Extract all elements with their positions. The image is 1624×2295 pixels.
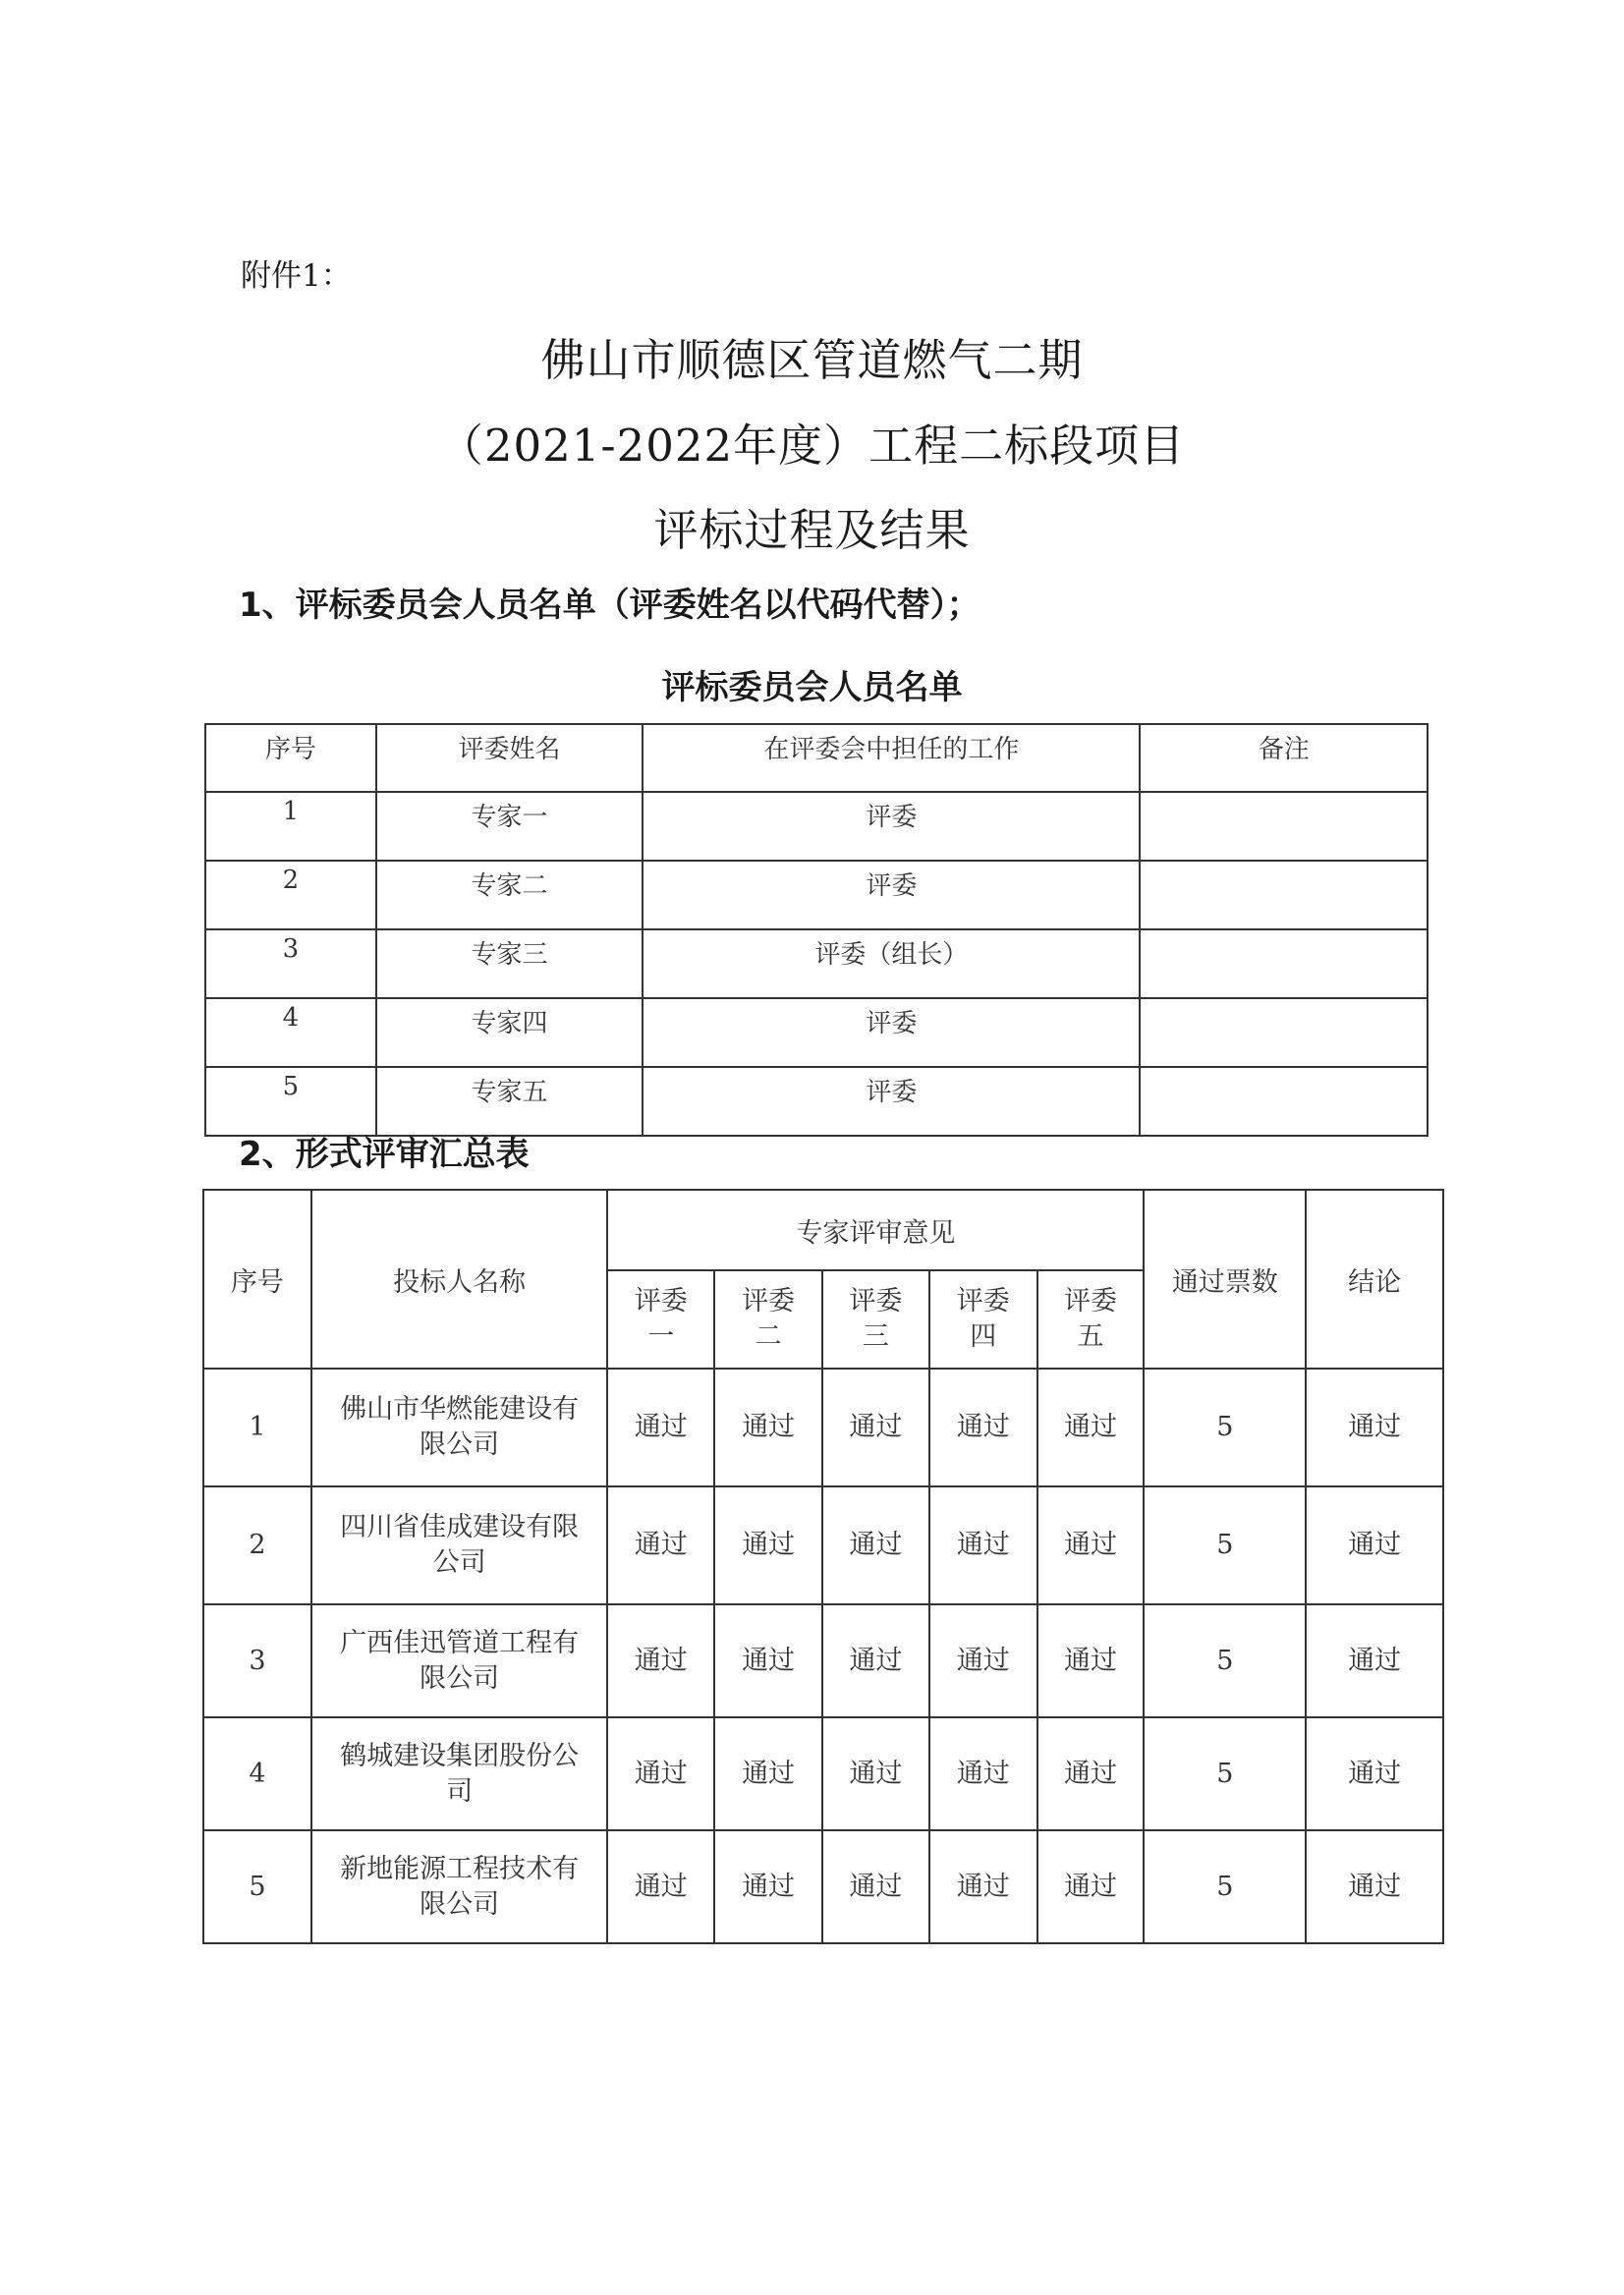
cell-bidder: 佛山市华燃能建设有限公司 [311, 1369, 608, 1486]
cell-opinion: 通过 [929, 1486, 1037, 1604]
cell-no: 4 [205, 998, 376, 1067]
cell-judge-name: 专家二 [376, 861, 644, 929]
header-votes: 通过票数 [1144, 1190, 1306, 1369]
title-line-2: （2021-2022年度）工程二标段项目 [438, 420, 1186, 472]
cell-votes: 5 [1144, 1369, 1306, 1486]
cell-opinion: 通过 [1037, 1830, 1145, 1943]
cell-no: 5 [203, 1830, 311, 1943]
attachment-label: 附件1： [241, 258, 352, 294]
header-no: 序号 [203, 1190, 311, 1369]
header-judge-5: 评委 五 [1037, 1270, 1145, 1369]
cell-opinion: 通过 [607, 1830, 714, 1943]
cell-role: 评委 [643, 861, 1140, 929]
table-row [203, 1717, 1443, 1830]
cell-judge-name: 专家四 [376, 998, 644, 1067]
title-line-1: 佛山市顺德区管道燃气二期 [540, 334, 1084, 386]
table-row [205, 861, 1428, 929]
cell-opinion: 通过 [607, 1486, 714, 1604]
cell-opinion: 通过 [822, 1604, 929, 1717]
cell-bidder: 新地能源工程技术有限公司 [311, 1830, 608, 1943]
cell-no: 2 [205, 861, 376, 929]
cell-no: 1 [203, 1369, 311, 1486]
cell-opinion: 通过 [607, 1717, 714, 1830]
cell-note [1140, 1067, 1428, 1136]
cell-conclusion: 通过 [1306, 1369, 1443, 1486]
cell-note [1140, 861, 1428, 929]
cell-opinion: 通过 [714, 1830, 822, 1943]
header-no: 序号 [205, 724, 376, 792]
committee-table-caption: 评标委员会人员名单 [661, 668, 963, 707]
cell-no: 2 [203, 1486, 311, 1604]
cell-opinion: 通过 [714, 1717, 822, 1830]
cell-opinion: 通过 [929, 1369, 1037, 1486]
cell-opinion: 通过 [714, 1604, 822, 1717]
cell-opinion: 通过 [1037, 1717, 1145, 1830]
table-row [205, 792, 1428, 861]
table-row [203, 1369, 1443, 1486]
table-row [205, 929, 1428, 998]
cell-bidder: 四川省佳成建设有限公司 [311, 1486, 608, 1604]
cell-opinion: 通过 [822, 1717, 929, 1830]
committee-table [204, 723, 1428, 1137]
cell-opinion: 通过 [607, 1369, 714, 1486]
cell-bidder: 广西佳迅管道工程有限公司 [311, 1604, 608, 1717]
cell-opinion: 通过 [1037, 1486, 1145, 1604]
cell-judge-name: 专家一 [376, 792, 644, 861]
cell-note [1140, 792, 1428, 861]
committee-header-row [205, 724, 1428, 792]
cell-conclusion: 通过 [1306, 1830, 1443, 1943]
cell-role: 评委 [643, 998, 1140, 1067]
cell-no: 3 [205, 929, 376, 998]
cell-note [1140, 929, 1428, 998]
header-judge-name: 评委姓名 [376, 724, 644, 792]
section-1-heading: 1、评标委员会人员名单（评委姓名以代码代替）； [239, 586, 980, 625]
cell-opinion: 通过 [822, 1369, 929, 1486]
table-row [203, 1830, 1443, 1943]
cell-conclusion: 通过 [1306, 1604, 1443, 1717]
cell-judge-name: 专家三 [376, 929, 644, 998]
header-expert-opinions: 专家评审意见 [607, 1190, 1144, 1270]
header-conclusion: 结论 [1306, 1190, 1443, 1369]
cell-votes: 5 [1144, 1830, 1306, 1943]
cell-opinion: 通过 [929, 1717, 1037, 1830]
cell-opinion: 通过 [714, 1486, 822, 1604]
cell-bidder: 鹤城建设集团股份公司 [311, 1717, 608, 1830]
table-row [203, 1604, 1443, 1717]
review-header-row-1 [203, 1190, 1443, 1270]
header-judge-3: 评委 三 [822, 1270, 929, 1369]
cell-votes: 5 [1144, 1486, 1306, 1604]
section-2-heading: 2、形式评审汇总表 [239, 1135, 530, 1174]
header-bidder: 投标人名称 [311, 1190, 608, 1369]
cell-judge-name: 专家五 [376, 1067, 644, 1136]
header-judge-2: 评委 二 [714, 1270, 822, 1369]
cell-opinion: 通过 [929, 1830, 1037, 1943]
cell-opinion: 通过 [929, 1604, 1037, 1717]
cell-opinion: 通过 [1037, 1369, 1145, 1486]
header-note: 备注 [1140, 724, 1428, 792]
cell-opinion: 通过 [822, 1830, 929, 1943]
table-row [205, 1067, 1428, 1136]
cell-role: 评委 [643, 792, 1140, 861]
cell-role: 评委（组长） [643, 929, 1140, 998]
cell-votes: 5 [1144, 1604, 1306, 1717]
cell-no: 3 [203, 1604, 311, 1717]
cell-note [1140, 998, 1428, 1067]
cell-opinion: 通过 [714, 1369, 822, 1486]
cell-conclusion: 通过 [1306, 1486, 1443, 1604]
cell-opinion: 通过 [1037, 1604, 1145, 1717]
header-role: 在评委会中担任的工作 [643, 724, 1140, 792]
formal-review-table [202, 1189, 1444, 1944]
cell-no: 5 [205, 1067, 376, 1136]
header-judge-4: 评委 四 [929, 1270, 1037, 1369]
header-judge-1: 评委 一 [607, 1270, 714, 1369]
cell-no: 4 [203, 1717, 311, 1830]
table-row [203, 1486, 1443, 1604]
cell-conclusion: 通过 [1306, 1717, 1443, 1830]
title-line-3: 评标过程及结果 [653, 504, 971, 556]
cell-opinion: 通过 [607, 1604, 714, 1717]
cell-votes: 5 [1144, 1717, 1306, 1830]
cell-role: 评委 [643, 1067, 1140, 1136]
cell-opinion: 通过 [822, 1486, 929, 1604]
table-row [205, 998, 1428, 1067]
cell-no: 1 [205, 792, 376, 861]
